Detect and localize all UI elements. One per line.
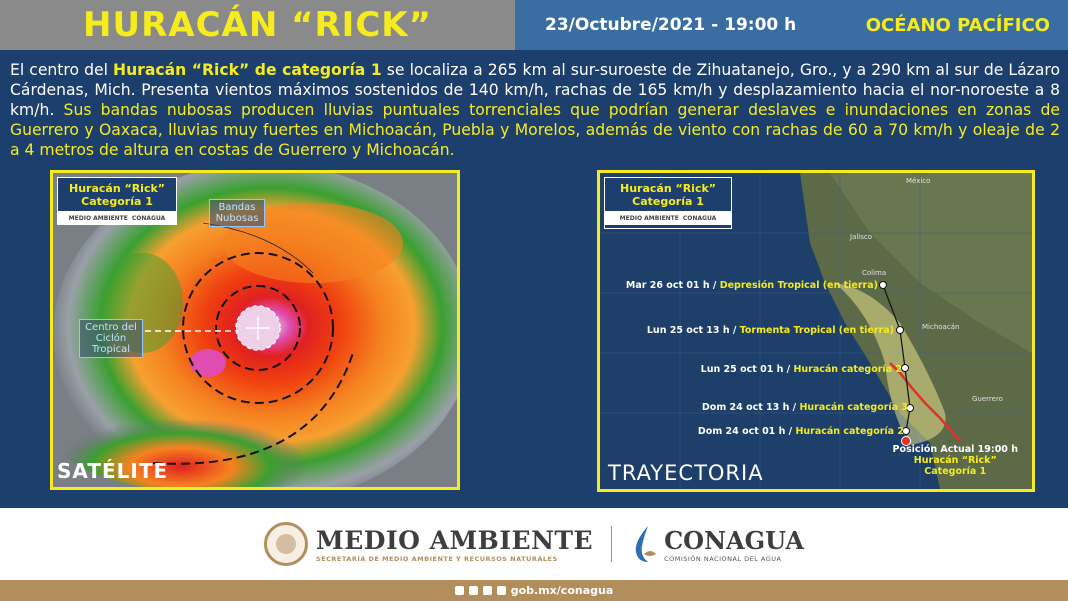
logo-divider — [611, 526, 612, 562]
trajectory-point-2-status: Tormenta Tropical (en tierra) — [739, 325, 894, 336]
header — [0, 0, 1068, 50]
medio-ambiente-title: MEDIO AMBIENTE — [316, 525, 594, 555]
twitter-icon[interactable] — [469, 586, 478, 595]
trajectory-label: TRAYECTORIA — [608, 461, 764, 485]
current-position — [893, 444, 1018, 477]
website-link[interactable]: gob.mx/conagua — [510, 584, 614, 597]
mexico-seal-icon — [264, 522, 308, 566]
map-label-michoacan: Michoacán — [922, 323, 960, 331]
description-part-3: se localiza a 265 km al sur-suroeste de Zihuatanejo, Gro., y a 290 km al sur de Lázaro Cárdenas, Mich. Presenta vientos máximos sostenidos de 140 km/h, rachas de 165 km/h y desplazamiento hacia el nor-noroeste a 8 km/h. — [10, 61, 1060, 119]
trajectory-point-1-time: Mar 26 oct 01 h / — [625, 280, 720, 291]
trajectory-badge-logos — [605, 211, 731, 225]
satellite-badge-logos — [58, 211, 176, 225]
satellite-badge-logo-1: MEDIO AMBIENTE — [68, 214, 128, 222]
medio-ambiente-logo — [316, 526, 593, 563]
description-part-1: El centro del — [10, 61, 114, 79]
facebook-icon[interactable] — [455, 586, 464, 595]
conagua-title: CONAGUA — [664, 525, 804, 555]
satellite-badge-logo-2: CONAGUA — [131, 214, 166, 222]
trajectory-badge-logo-2: CONAGUA — [682, 214, 717, 222]
satellite-panel — [50, 170, 460, 490]
trajectory-point-3-time: Lun 25 oct 01 h / — [700, 364, 794, 375]
satellite-badge-title-1: Huracán “Rick” — [68, 182, 166, 195]
ocean-label: OCÉANO PACÍFICO — [865, 14, 1050, 36]
trajectory-point-4-time: Dom 24 oct 13 h / — [701, 402, 800, 413]
trajectory-point-4-status: Huracán categoría 3 — [799, 402, 908, 413]
trajectory-badge-title-1: Huracán “Rick” — [619, 182, 717, 195]
instagram-icon[interactable] — [483, 586, 492, 595]
map-label-mexico: México — [906, 177, 931, 185]
trajectory-point-1-status: Depresión Tropical (en tierra) — [719, 280, 878, 291]
description-impacts: Sus bandas nubosas producen lluvias puntuales torrenciales que podrían generar deslaves e inundaciones en zonas de Guerrero y Oaxaca, lluvias muy fuertes en Michoacán, Puebla y Morelos, además de viento con rachas de 60 a 70 km/h y oleaje de 2 a 4 metros de altura en costas de Guerrero y Michoacán. — [10, 101, 1060, 159]
satellite-label: SATÉLITE — [57, 459, 169, 483]
medio-ambiente-subtitle: SECRETARÍA DE MEDIO AMBIENTE Y RECURSOS NATURALES — [316, 554, 558, 563]
satellite-badge — [57, 177, 177, 225]
current-position-name: Huracán “Rick” — [913, 455, 997, 466]
satellite-badge-title-2: Categoría 1 — [81, 195, 153, 208]
description-hurricane-name: Huracán “Rick” de categoría 1 — [113, 61, 382, 79]
trajectory-point-4 — [702, 402, 908, 413]
conagua-logo — [664, 526, 804, 563]
conagua-subtitle: COMISIÓN NACIONAL DEL AGUA — [664, 554, 782, 563]
social-bar — [0, 580, 1068, 601]
footer-logos — [0, 508, 1068, 580]
youtube-icon[interactable] — [497, 586, 506, 595]
trajectory-point-5-status: Huracán categoría 2 — [795, 426, 904, 437]
trajectory-badge-title-2: Categoría 1 — [632, 195, 704, 208]
trajectory-point-1 — [626, 280, 878, 291]
trajectory-point-5 — [698, 426, 904, 437]
trajectory-point-3-status: Huracán categoría 2 — [793, 364, 902, 375]
trajectory-panel — [597, 170, 1035, 492]
trajectory-point-2 — [647, 325, 894, 336]
callout-cloud-bands: Bandas Nubosas — [209, 199, 265, 227]
header-title-block — [0, 0, 515, 50]
map-label-guerrero: Guerrero — [972, 395, 1003, 403]
callout-cyclone-center: Centro del Ciclón Tropical — [79, 319, 143, 358]
trajectory-point-2-time: Lun 25 oct 13 h / — [646, 325, 740, 336]
header-info-block — [515, 0, 1068, 50]
trajectory-badge-logo-1: MEDIO AMBIENTE — [619, 214, 679, 222]
map-label-colima: Colima — [862, 269, 887, 277]
current-position-category: Categoría 1 — [924, 466, 987, 477]
page-title: HURACÁN “RICK” — [83, 5, 432, 45]
map-label-jalisco: Jalisco — [850, 233, 873, 241]
current-position-time: Posición Actual 19:00 h — [892, 444, 1018, 455]
conagua-drop-icon — [630, 524, 658, 564]
trajectory-point-5-time: Dom 24 oct 01 h / — [697, 426, 796, 437]
trajectory-badge — [604, 177, 732, 229]
trajectory-point-3 — [701, 364, 902, 375]
report-date: 23/Octubre/2021 - 19:00 h — [545, 15, 797, 35]
description-text — [10, 60, 1060, 160]
